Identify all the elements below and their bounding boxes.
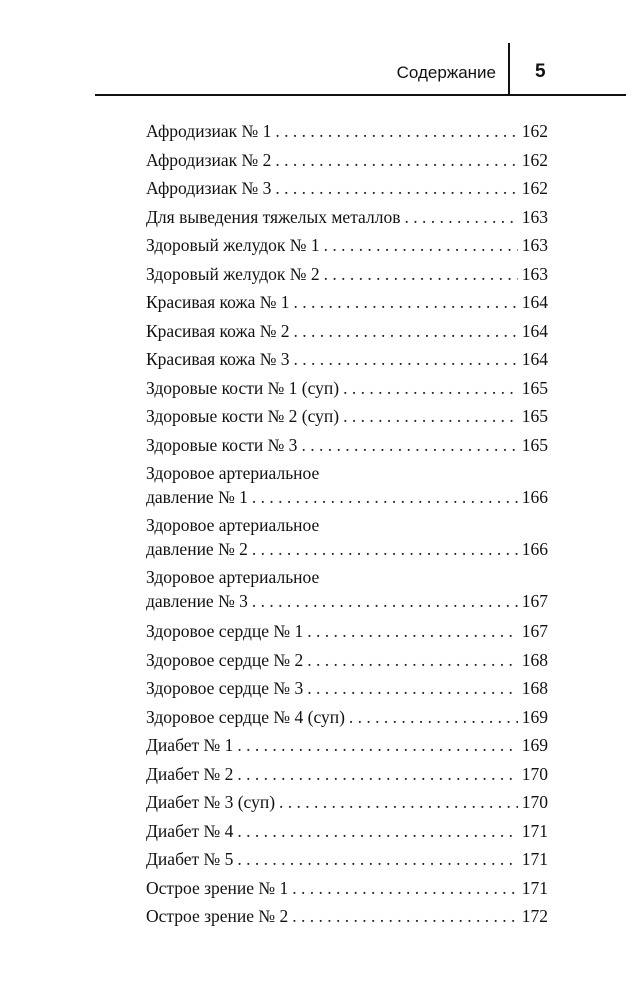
toc-entry-page: 162 xyxy=(521,178,548,198)
toc-entry-page: 164 xyxy=(521,349,548,369)
dot-leader xyxy=(301,431,517,460)
toc-entry xyxy=(146,731,548,760)
toc-entry xyxy=(146,817,548,846)
dot-leader xyxy=(307,674,518,703)
toc-entry-page: 163 xyxy=(521,206,548,227)
dot-leader xyxy=(324,231,518,260)
dot-leader xyxy=(343,374,518,403)
toc-entry-page: 164 xyxy=(521,320,548,341)
toc-entry xyxy=(146,902,548,931)
toc-entry-page: 167 xyxy=(521,591,548,611)
dot-leader xyxy=(237,731,517,760)
toc-entry xyxy=(146,345,548,374)
toc-entry xyxy=(146,874,548,903)
toc-entry-page: 169 xyxy=(521,706,548,727)
toc-entry-title: Диабет № 4 xyxy=(146,820,234,841)
toc-entry xyxy=(146,646,548,675)
toc-entry-title: Здоровый желудок № 2 xyxy=(146,263,320,284)
toc-entry xyxy=(146,117,548,146)
toc-entry xyxy=(146,431,548,460)
dot-leader xyxy=(237,817,517,846)
header-divider xyxy=(508,43,510,96)
dot-leader xyxy=(275,117,517,146)
toc-entry-page: 172 xyxy=(521,906,548,926)
toc-entry xyxy=(146,617,548,646)
toc-entry xyxy=(146,402,548,431)
header-rule xyxy=(95,94,626,96)
toc-entry xyxy=(146,703,548,732)
toc-entry xyxy=(146,260,548,289)
toc-entry xyxy=(146,461,548,509)
toc-entry-title: Диабет № 1 xyxy=(146,735,234,755)
toc-entry-title: Афродизиак № 1 xyxy=(146,121,272,141)
toc-entry-page: 170 xyxy=(521,763,548,784)
toc-entry xyxy=(146,788,548,817)
dot-leader xyxy=(307,646,518,675)
toc-entry-title: Афродизиак № 2 xyxy=(146,149,272,170)
dot-leader xyxy=(294,317,518,346)
toc-entry-page: 170 xyxy=(521,792,548,812)
toc-entry-page: 164 xyxy=(521,292,548,312)
dot-leader xyxy=(252,537,518,561)
toc-entry-title-line1: Здоровое артериальное xyxy=(146,463,320,483)
toc-entry-title: Красивая кожа № 3 xyxy=(146,349,290,369)
toc-entry-title: Острое зрение № 2 xyxy=(146,906,289,926)
dot-leader xyxy=(292,874,518,903)
toc-entry-title: Здоровое сердце № 1 xyxy=(146,621,304,641)
toc-entry-title-line2: давление № 2 xyxy=(146,539,248,559)
toc-entry xyxy=(146,317,548,346)
toc-entry-title: Здоровые кости № 3 xyxy=(146,434,298,455)
toc-entry xyxy=(146,845,548,874)
toc-entry-title-line1: Здоровое артериальное xyxy=(146,515,320,535)
toc-entry-title: Здоровое сердце № 3 xyxy=(146,678,304,698)
dot-leader xyxy=(294,345,518,374)
toc-entry-page: 163 xyxy=(521,235,548,255)
dot-leader xyxy=(237,760,517,789)
toc-entry-title-line2: давление № 1 xyxy=(146,487,248,507)
toc-entry xyxy=(146,565,548,613)
toc-entry-title: Здоровое сердце № 2 xyxy=(146,649,304,670)
toc-entry-title: Для выведения тяжелых металлов xyxy=(146,206,401,227)
toc-entry-page: 166 xyxy=(521,539,548,559)
toc-entry-page: 162 xyxy=(521,121,548,141)
dot-leader xyxy=(292,902,518,931)
toc-entry-page: 171 xyxy=(521,877,548,898)
dot-leader xyxy=(252,485,518,509)
dot-leader xyxy=(307,617,518,646)
toc-entry-title: Диабет № 5 xyxy=(146,849,234,869)
toc-entry-page: 165 xyxy=(521,434,548,455)
dot-leader xyxy=(294,288,518,317)
toc-entry-title: Афродизиак № 3 xyxy=(146,178,272,198)
running-header xyxy=(95,43,626,97)
toc-entry xyxy=(146,674,548,703)
toc-entry-title: Красивая кожа № 2 xyxy=(146,320,290,341)
toc-entry xyxy=(146,288,548,317)
toc-entry-title: Здоровые кости № 1 (суп) xyxy=(146,377,340,398)
toc-entry xyxy=(146,760,548,789)
toc-entry-title: Красивая кожа № 1 xyxy=(146,292,290,312)
dot-leader xyxy=(324,260,518,289)
toc-entry-page: 162 xyxy=(521,149,548,170)
dot-leader xyxy=(343,402,518,431)
toc-entry-page: 168 xyxy=(521,649,548,670)
toc-entry-page: 165 xyxy=(521,377,548,398)
toc-entry-title: Диабет № 2 xyxy=(146,763,234,784)
table-of-contents xyxy=(146,117,548,931)
dot-leader xyxy=(275,174,517,203)
toc-entry xyxy=(146,174,548,203)
dot-leader xyxy=(404,203,517,232)
toc-entry-title-line2: давление № 3 xyxy=(146,591,248,611)
toc-entry-page: 171 xyxy=(521,820,548,841)
toc-entry-title: Здоровое сердце № 4 (суп) xyxy=(146,706,345,727)
toc-entry-title: Острое зрение № 1 xyxy=(146,877,289,898)
toc-entry-page: 163 xyxy=(521,263,548,284)
dot-leader xyxy=(275,146,517,175)
toc-entry-page: 165 xyxy=(521,406,548,426)
toc-entry xyxy=(146,146,548,175)
dot-leader xyxy=(279,788,518,817)
dot-leader xyxy=(252,589,518,613)
toc-entry-title: Диабет № 3 (суп) xyxy=(146,792,276,812)
toc-entry xyxy=(146,374,548,403)
toc-entry xyxy=(146,231,548,260)
section-title: Содержание xyxy=(396,63,496,82)
page-number: 5 xyxy=(535,61,546,82)
toc-entry xyxy=(146,203,548,232)
dot-leader xyxy=(237,845,517,874)
toc-entry-title-line1: Здоровое артериальное xyxy=(146,567,320,587)
toc-entry-page: 168 xyxy=(521,678,548,698)
dot-leader xyxy=(349,703,518,732)
toc-entry xyxy=(146,513,548,561)
toc-entry-page: 166 xyxy=(521,487,548,507)
toc-entry-page: 167 xyxy=(521,621,548,641)
toc-entry-title: Здоровые кости № 2 (суп) xyxy=(146,406,340,426)
toc-entry-page: 169 xyxy=(521,735,548,755)
toc-entry-page: 171 xyxy=(521,849,548,869)
toc-entry-title: Здоровый желудок № 1 xyxy=(146,235,320,255)
